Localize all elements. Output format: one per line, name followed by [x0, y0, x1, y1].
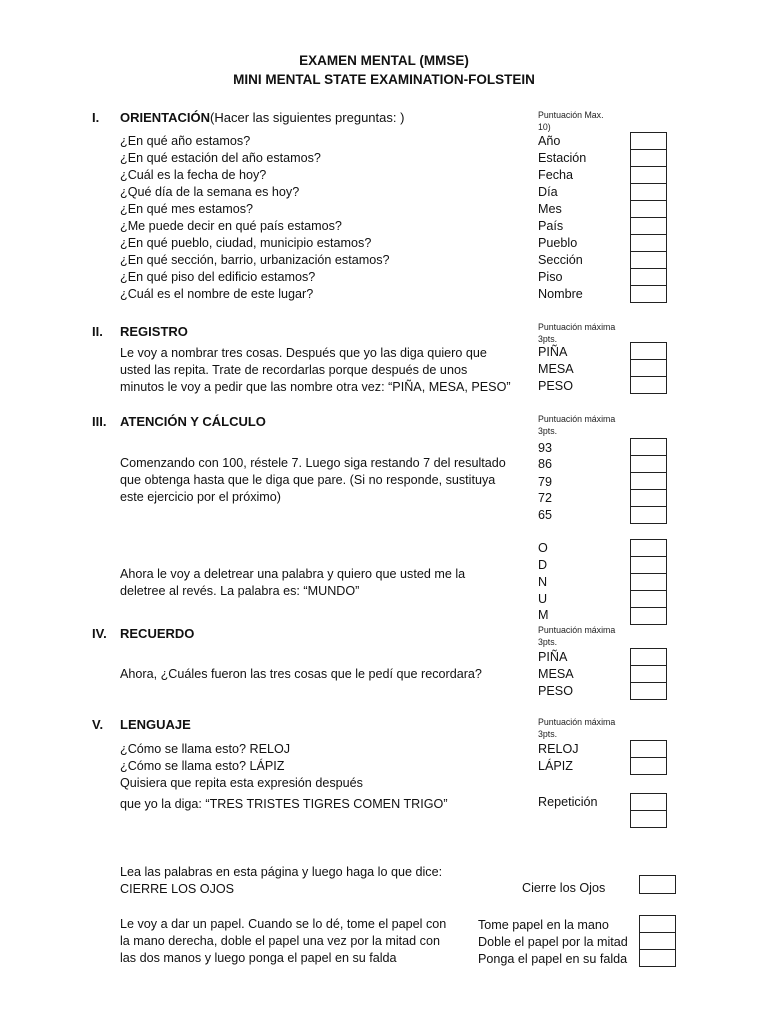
score-box[interactable] — [630, 607, 667, 625]
score-box[interactable] — [630, 573, 667, 591]
item-reloj: RELOJ — [538, 742, 579, 756]
item-65: 65 — [538, 508, 553, 522]
score-box[interactable] — [630, 682, 667, 700]
orientation-question: ¿En qué mes estamos? — [120, 202, 253, 216]
item-pina: PIÑA — [538, 650, 568, 664]
section-ii-instructions: Le voy a nombrar tres cosas. Después que yo las diga quiero que usted las repita. Trate de recordarlas porque después de unos minutos le voy a pedir que las nombre otra vez: “PIÑA, MESA, PESO” — [120, 346, 511, 394]
score-box[interactable] — [630, 648, 667, 666]
item-cierre-los-ojos: Cierre los Ojos — [522, 881, 606, 895]
item-72: 72 — [538, 491, 553, 505]
orientation-item: Mes — [538, 202, 562, 216]
orientation-item: Nombre — [538, 287, 583, 301]
score-box[interactable] — [630, 489, 667, 507]
orientation-question: ¿En qué piso del edificio estamos? — [120, 270, 316, 284]
score-box[interactable] — [630, 183, 667, 201]
score-box[interactable] — [630, 793, 667, 811]
section-v-heading: LENGUAJE — [120, 717, 191, 732]
letter-n: N — [538, 575, 548, 589]
paper-instructions: Le voy a dar un papel. Cuando se lo dé, tome el papel con la mano derecha, doble el papel una vez por la mitad con las dos manos y luego ponga el papel en su falda — [120, 917, 447, 965]
item-mesa: MESA — [538, 667, 574, 681]
item-pina: PIÑA — [538, 345, 568, 359]
score-box[interactable] — [630, 234, 667, 252]
section-iii-number: III. — [92, 414, 107, 429]
section-iv-heading: RECUERDO — [120, 626, 195, 641]
score-box[interactable] — [630, 810, 667, 828]
item-86: 86 — [538, 457, 553, 471]
score-box[interactable] — [630, 472, 667, 490]
orientation-question: ¿Cuál es el nombre de este lugar? — [120, 287, 314, 301]
orientation-question: ¿En qué sección, barrio, urbanización estamos? — [120, 253, 390, 267]
orientation-item: País — [538, 219, 564, 233]
repeat-instruction-line2: que yo la diga: “TRES TRISTES TIGRES COMEN TRIGO” — [120, 797, 448, 811]
score-box[interactable] — [630, 539, 667, 557]
section-iv-number: IV. — [92, 626, 107, 641]
item-tome-papel: Tome papel en la mano — [478, 918, 609, 932]
section-iii-heading: ATENCIÓN Y CÁLCULO — [120, 414, 266, 429]
letter-m: M — [538, 608, 549, 622]
score-box[interactable] — [630, 166, 667, 184]
orientation-question: ¿Cuál es la fecha de hoy? — [120, 168, 267, 182]
orientation-question: ¿En qué estación del año estamos? — [120, 151, 321, 165]
score-box[interactable] — [639, 875, 676, 894]
score-box[interactable] — [630, 438, 667, 456]
section-ii-score-label: Puntuación máxima 3pts. — [538, 322, 616, 344]
score-box[interactable] — [630, 757, 667, 775]
letter-u: U — [538, 592, 548, 606]
score-box[interactable] — [630, 590, 667, 608]
score-box[interactable] — [630, 342, 667, 360]
section-i-score-label: Puntuación Max. 10) — [538, 110, 604, 132]
read-instruction: Lea las palabras en esta página y luego haga lo que dice: — [120, 865, 443, 879]
section-iii-spell-instructions: Ahora le voy a deletrear una palabra y quiero que usted me la deletree al revés. La palabra es: “MUNDO” — [120, 567, 466, 598]
score-box[interactable] — [630, 665, 667, 683]
item-93: 93 — [538, 441, 553, 455]
orientation-item: Estación — [538, 151, 587, 165]
orientation-question: ¿En qué año estamos? — [120, 134, 251, 148]
score-box[interactable] — [630, 200, 667, 218]
item-79: 79 — [538, 475, 553, 489]
item-peso: PESO — [538, 684, 573, 698]
orientation-item: Pueblo — [538, 236, 578, 250]
section-iii-instructions: Comenzando con 100, réstele 7. Luego siga restando 7 del resultado que obtenga hasta que le diga que pare. (Si no responde, sustituya este ejercicio por el próximo) — [120, 456, 506, 504]
score-box[interactable] — [630, 251, 667, 269]
score-box[interactable] — [639, 949, 676, 967]
section-v-score-label: Puntuación máxima 3pts. — [538, 717, 616, 739]
orientation-question: ¿Qué día de la semana es hoy? — [120, 185, 300, 199]
section-ii-number: II. — [92, 324, 103, 339]
item-ponga-papel: Ponga el papel en su falda — [478, 952, 628, 966]
orientation-item: Piso — [538, 270, 563, 284]
section-i-heading: ORIENTACIÓN(Hacer las siguientes preguntas: ) — [120, 110, 405, 125]
question-reloj: ¿Cómo se llama esto? RELOJ — [120, 742, 291, 756]
read-command: CIERRE LOS OJOS — [120, 882, 235, 896]
section-iv-score-label: Puntuación máxima 3pts. — [538, 625, 616, 647]
item-mesa: MESA — [538, 362, 574, 376]
score-box[interactable] — [630, 268, 667, 286]
section-v-number: V. — [92, 717, 104, 732]
orientation-item: Sección — [538, 253, 583, 267]
question-lapiz: ¿Cómo se llama esto? LÁPIZ — [120, 759, 285, 773]
section-i-number: I. — [92, 110, 100, 125]
orientation-question: ¿En qué pueblo, ciudad, municipio estamos? — [120, 236, 372, 250]
title-mmse: EXAMEN MENTAL (MMSE) — [299, 53, 469, 68]
orientation-item: Día — [538, 185, 558, 199]
orientation-item: Año — [538, 134, 561, 148]
score-box[interactable] — [630, 455, 667, 473]
score-box[interactable] — [630, 740, 667, 758]
score-box[interactable] — [639, 915, 676, 933]
section-iv-question: Ahora, ¿Cuáles fueron las tres cosas que le pedí que recordara? — [120, 667, 482, 681]
section-iii-score-label: Puntuación máxima 3pts. — [538, 414, 616, 436]
score-box[interactable] — [639, 932, 676, 950]
letter-o: O — [538, 541, 548, 555]
score-box[interactable] — [630, 149, 667, 167]
orientation-question: ¿Me puede decir en qué país estamos? — [120, 219, 342, 233]
item-lapiz: LÁPIZ — [538, 759, 573, 773]
title-folstein: MINI MENTAL STATE EXAMINATION-FOLSTEIN — [233, 72, 535, 87]
score-box[interactable] — [630, 359, 667, 377]
item-repeticion: Repetición — [538, 795, 598, 809]
letter-d: D — [538, 558, 548, 572]
orientation-item: Fecha — [538, 168, 574, 182]
score-box[interactable] — [630, 132, 667, 150]
score-box[interactable] — [630, 376, 667, 394]
score-box[interactable] — [630, 506, 667, 524]
item-peso: PESO — [538, 379, 573, 393]
score-box[interactable] — [630, 556, 667, 574]
section-ii-heading: REGISTRO — [120, 324, 188, 339]
score-box[interactable] — [630, 285, 667, 303]
repeat-instruction-line1: Quisiera que repita esta expresión después — [120, 776, 363, 790]
score-box[interactable] — [630, 217, 667, 235]
item-doble-papel: Doble el papel por la mitad — [478, 935, 628, 949]
